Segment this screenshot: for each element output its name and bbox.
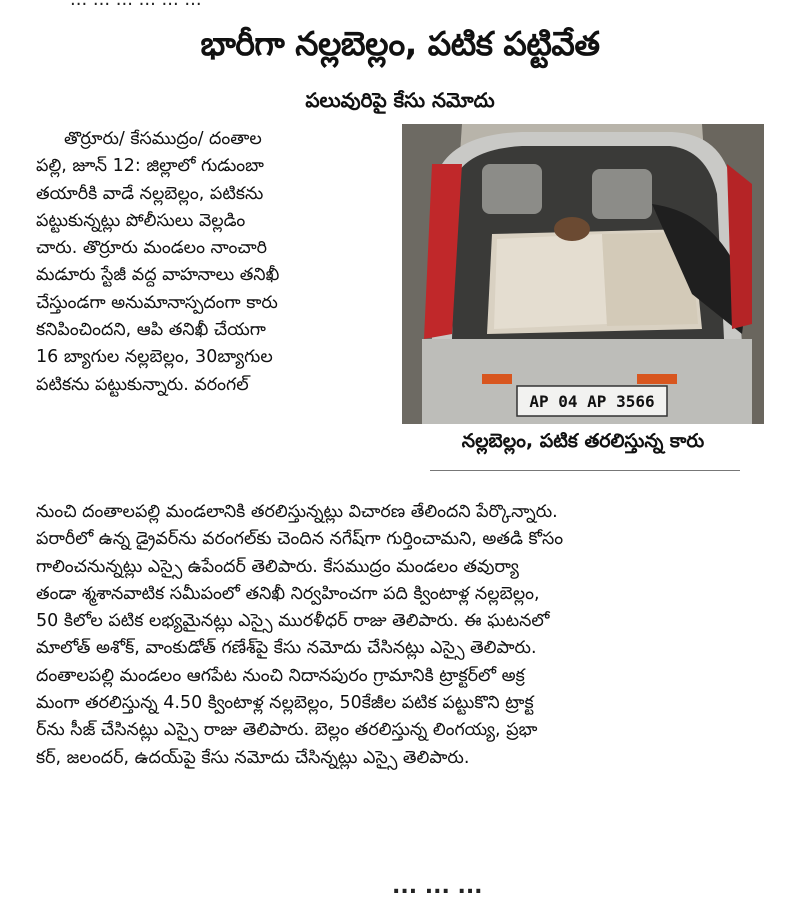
body-line: పరారీలో ఉన్న డ్రైవర్‌ను వరంగల్‌కు చెందిన నగేష్‌గా గుర్తించామని, అతడి కోసం bbox=[36, 529, 564, 550]
license-plate-text: AP 04 AP 3566 bbox=[529, 392, 655, 411]
body-line: మడూరు స్టేజీ వద్ద వాహనాలు తనిఖీ bbox=[36, 265, 280, 286]
car-trunk-photo bbox=[402, 124, 764, 424]
body-line: చారు. తొర్రూరు మండలం నాంచారి bbox=[36, 238, 268, 259]
previous-article-fragment bbox=[0, 0, 800, 14]
headline: భారీగా నల్లబెల్లం, పటిక పట్టివేత bbox=[200, 24, 600, 63]
body-line: 16 బ్యాగుల నల్లబెల్లం, 30బ్యాగుల bbox=[36, 347, 273, 368]
body-line: కనిపించిందని, ఆపి తనిఖీ చేయగా bbox=[36, 320, 266, 341]
body-line: పట్టుకున్నట్లు పోలీసులు వెల్లడిం bbox=[36, 210, 246, 231]
car-photo-illustration bbox=[402, 124, 764, 424]
body-line: తండా శ్మశానవాటిక సమీపంలో తనిఖీ నిర్వహించగా పది క్వింటాళ్ల నల్లబెల్లం, bbox=[36, 583, 540, 604]
previous-article-text bbox=[70, 0, 202, 10]
body-line: పల్లి, జూన్ 12: జిల్లాలో గుడుంబా bbox=[36, 156, 264, 177]
body-line: గాలించనున్నట్లు ఎస్సై ఉపేందర్ తెలిపారు. కేసముద్రం మండలం తవుర్యా bbox=[36, 556, 519, 577]
body-line: నుంచి దంతాలపల్లి మండలానికి తరలిస్తున్నట్లు విచారణ తేలిందని పేర్కొన్నారు. bbox=[36, 502, 558, 522]
body-line: చేస్తుండగా అనుమానాస్పదంగా కారు bbox=[36, 292, 278, 313]
next-article-text: ... ... ... bbox=[392, 874, 483, 899]
body-line: కర్, జలందర్, ఉదయ్‌పై కేసు నమోదు చేసిన్నట్లు ఎస్సై తెలిపారు. bbox=[36, 747, 470, 768]
body-line: మాలోత్ అశోక్, వాంకుడోత్ గణేశ్‌పై కేసు నమోదు చేసినట్లు ఎస్సై తెలిపారు. bbox=[36, 638, 537, 659]
body-line: దంతాలపల్లి మండలం ఆగపేట నుంచి నిదానపురం గ్రామానికి ట్రాక్టర్‌లో అక్ర bbox=[36, 665, 525, 686]
article-body-column bbox=[36, 126, 392, 399]
body-line: తొర్రూరు/ కేసముద్రం/ దంతాల bbox=[64, 129, 262, 149]
body-line: పటికను పట్టుకున్నారు. వరంగల్ bbox=[36, 374, 249, 395]
subheadline: పలువురిపై కేసు నమోదు bbox=[305, 88, 495, 112]
next-article-fragment bbox=[0, 872, 800, 899]
body-line: 50 కిలోల పటిక లభ్యమైనట్లు ఎస్సై మురళీధర్ రాజు తెలిపారు. ఈ ఘటనలో bbox=[36, 611, 550, 632]
body-line: ర్‌ను సీజ్ చేసినట్లు ఎస్సై రాజు తెలిపారు. బెల్లం తరలిస్తున్న లింగయ్య, ప్రభా bbox=[36, 720, 538, 741]
article-body-full-width bbox=[36, 499, 772, 772]
body-line: తయారీకి వాడే నల్లబెల్లం, పటికను bbox=[36, 183, 264, 204]
caption-divider bbox=[430, 470, 740, 471]
photo-caption: నల్లబెల్లం, పటిక తరలిస్తున్న కారు bbox=[461, 430, 705, 452]
body-line: మంగా తరలిస్తున్న 4.50 క్వింటాళ్ల నల్లబెల్లం, 50కేజీల పటిక పట్టుకొని ట్రాక్ట bbox=[36, 693, 534, 714]
